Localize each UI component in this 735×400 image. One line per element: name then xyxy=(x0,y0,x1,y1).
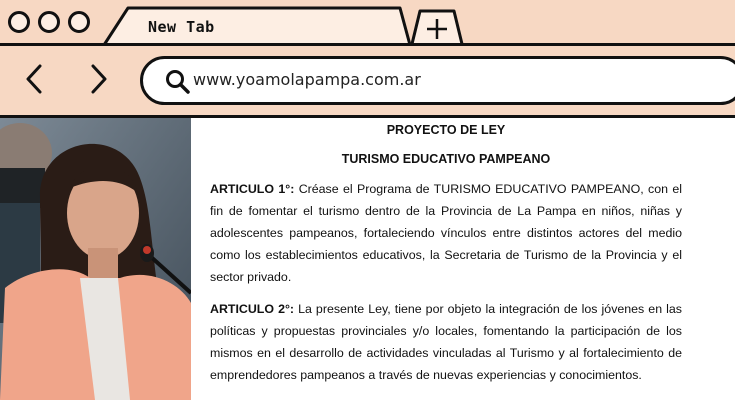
document-page xyxy=(191,118,735,400)
forward-arrow-icon[interactable] xyxy=(84,62,114,96)
article-1-text: Créase el Programa de TURISMO EDUCATIVO PAMPEANO, con el fin de fomentar el turismo dentro de la Provincia de La Pampa en niños, niñas y adolescentes pampeanos, fortaleciendo vínculos entre distintos actores del medio como los establecimientos educativos, la Secretaria de Turismo de la Provincia y el sector privado. xyxy=(210,182,682,284)
article-1 xyxy=(210,178,682,288)
article-2 xyxy=(210,298,682,386)
back-arrow-icon[interactable] xyxy=(20,62,50,96)
tab-active[interactable] xyxy=(0,0,735,46)
address-bar[interactable] xyxy=(140,56,735,105)
new-tab-button[interactable] xyxy=(410,8,464,44)
search-icon[interactable] xyxy=(165,69,191,95)
article-2-label: ARTICULO 2°: xyxy=(210,302,295,316)
document-subheading: TURISMO EDUCATIVO PAMPEANO xyxy=(341,152,551,166)
article-2-text: La presente Ley, tiene por objeto la integración de los jóvenes en las políticas y propuestas provinciales y/o locales, fomentando la participación de los mismos en el desarrollo de actividades vinculadas al Turismo y al fortalecimiento de emprendedores pampeanos a través de nuevas experiencias y conocimientos. xyxy=(210,302,682,382)
tab-bar xyxy=(0,0,735,45)
browser-chrome xyxy=(0,0,735,118)
speaker-photo xyxy=(0,118,191,400)
nav-row xyxy=(0,46,735,116)
article-1-label: ARTICULO 1°: xyxy=(210,182,295,196)
url-text[interactable]: www.yoamolapampa.com.ar xyxy=(193,70,421,89)
document-heading: PROYECTO DE LEY xyxy=(386,123,506,137)
tab-title[interactable]: New Tab xyxy=(148,18,215,36)
